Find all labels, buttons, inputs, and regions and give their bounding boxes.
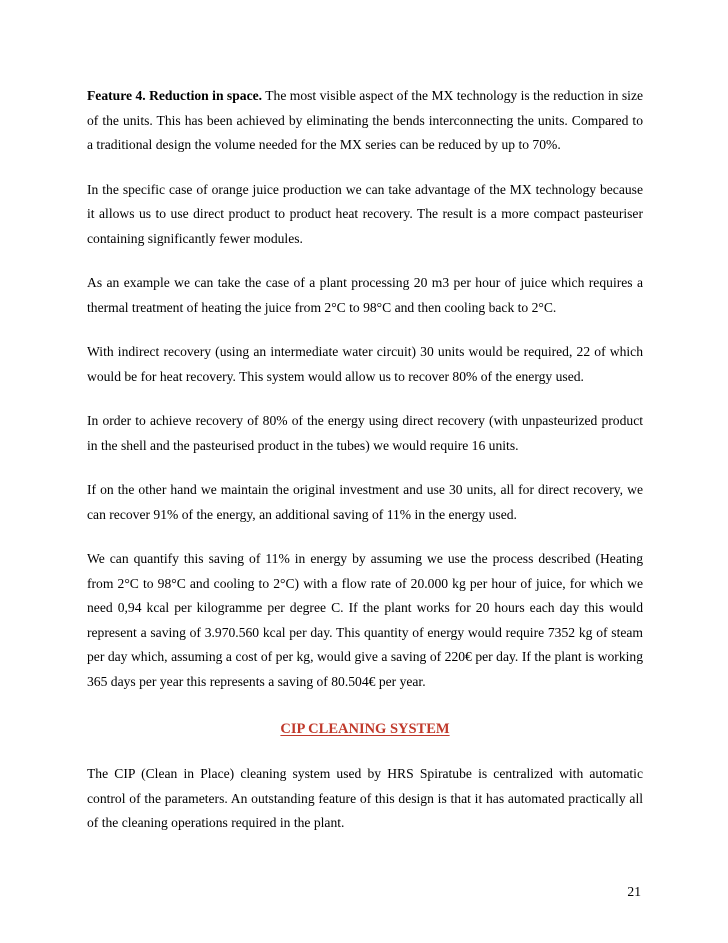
paragraph-indirect-recovery: With indirect recovery (using an intermediate water circuit) 30 units would be required, 22 of which would be for heat recovery. This system would allow us to recover 80% of the energy used.	[87, 344, 643, 384]
paragraph-cip: The CIP (Clean in Place) cleaning system used by HRS Spiratube is centralized with automatic control of the parameters. An outstanding feature of this design is that it has automated practically all of the cleaning operations required in the plant.	[87, 766, 643, 830]
paragraph-energy-saving: We can quantify this saving of 11% in energy by assuming we use the process described (Heating from 2°C to 98°C and cooling to 2°C) with a flow rate of 20.000 kg per hour of juice, for which we need 0,94 kcal per kilogramme per degree C. If the plant works for 20 hours each day this would represent a saving of 3.970.560 kcal per day. This quantity of energy would require 7352 kg of steam per day which, assuming a cost of per kg, would give a saving of 220€ per day. If the plant is working 365 days per year this represents a saving of 80.504€ per year.	[87, 551, 643, 689]
paragraph-orange-juice: In the specific case of orange juice production we can take advantage of the MX technology because it allows us to use direct product to product heat recovery. The result is a more compact pasteuriser containing significantly fewer modules.	[87, 181, 643, 246]
paragraph-example: As an example we can take the case of a plant processing 20 m3 per hour of juice which requires a thermal treatment of heating the juice from 2°C to 98°C and then cooling back to 2°C.	[87, 275, 643, 315]
feature-4-lead: Feature 4. Reduction in space.	[87, 88, 263, 103]
paragraph-feature-4	[87, 84, 643, 158]
document-page	[87, 84, 643, 836]
page-number: 21	[627, 884, 641, 899]
feature-4-text: The most visible aspect of the MX technology is the reduction in size of the units. This has been achieved by eliminating the bends interconnecting the units. Compared to a traditional design the volume needed for the MX series can be reduced by up to 70%.	[87, 88, 644, 152]
paragraph-direct-recovery: In order to achieve recovery of 80% of the energy using direct recovery (with unpasteurized product in the shell and the pasteurised product in the tubes) we would require 16 units.	[87, 413, 643, 453]
paragraph-original-investment: If on the other hand we maintain the original investment and use 30 units, all for direct recovery, we can recover 91% of the energy, an additional saving of 11% in the energy used.	[87, 482, 643, 522]
section-heading-cip: CIP CLEANING SYSTEM	[280, 721, 450, 737]
